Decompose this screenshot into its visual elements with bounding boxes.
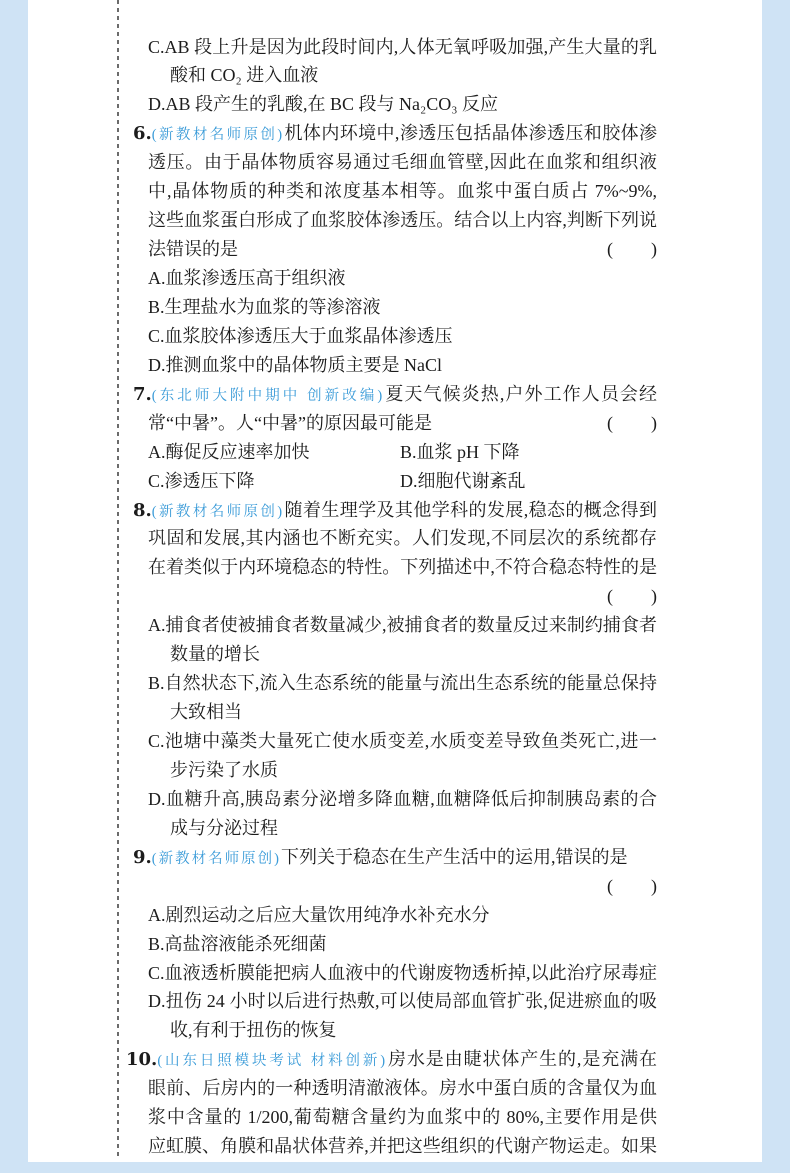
option-row <box>0 322 790 351</box>
stem-row <box>0 409 790 438</box>
option-c: C.池塘中藻类大量死亡使水质变差,水质变差导致鱼类死亡,进一 <box>148 731 657 751</box>
option-row <box>0 698 790 727</box>
source-label: (新教材名师原创) <box>151 127 285 144</box>
question-9-first-line <box>133 843 627 874</box>
stem-row <box>0 177 790 206</box>
bracket-row <box>0 582 790 611</box>
option-d: D.推测血浆中的晶体物质主要是 NaCl <box>148 354 442 375</box>
stem-line: 眼前、后房内的一种透明清澈液体。房水中蛋白质的含量仅为血 <box>148 1078 657 1099</box>
option-d: D.细胞代谢紊乱 <box>400 470 526 491</box>
answer-bracket: ( ) <box>607 412 657 433</box>
question-number: 9. <box>133 846 152 868</box>
option-row <box>0 987 790 1016</box>
source-label: (新教材名师原创) <box>151 850 281 867</box>
stem-row <box>0 1132 790 1161</box>
stem-row <box>0 235 790 264</box>
option-row <box>0 756 790 785</box>
option-row <box>0 61 790 90</box>
option-row <box>0 814 790 843</box>
question-6-first-line <box>133 119 657 150</box>
option-row <box>0 33 790 62</box>
stem-line: 这些血浆蛋白形成了血浆胶体渗透压。结合以上内容,判断下列说 <box>148 210 657 231</box>
stem-line: 常“中暑”。人“中暑”的原因最可能是 <box>148 412 432 433</box>
option-c: C.血液透析膜能把病人血液中的代谢废物透析掉,以此治疗尿毒症 <box>148 962 657 983</box>
option-b: B.血浆 pH 下降 <box>400 441 520 462</box>
bracket-row <box>0 872 790 901</box>
option-c-continuation: 酸和 CO₂ 进入血液 <box>170 65 319 86</box>
answer-bracket: ( ) <box>607 875 657 896</box>
stem-row <box>0 206 790 235</box>
stem-line: 机体内环境中,渗透压包括晶体渗透压和胶体渗 <box>284 123 657 144</box>
option-row <box>0 785 790 814</box>
question-number: 7. <box>133 383 152 405</box>
question-9-header <box>0 843 790 872</box>
source-label: (新教材名师原创) <box>151 503 285 520</box>
stem-row <box>0 524 790 553</box>
option-a-continuation: 数量的增长 <box>170 644 260 665</box>
option-a: A.血浆渗透压高于组织液 <box>148 268 346 288</box>
option-row <box>0 1016 790 1045</box>
stem-row <box>0 1103 790 1132</box>
question-6-header <box>0 119 790 148</box>
stem-line: 中,晶体物质的种类和浓度基本相等。血浆中蛋白质占 7%~9%, <box>148 181 657 202</box>
page-content <box>0 33 790 1162</box>
option-c-line: C.AB 段上升是因为此段时间内,人体无氧呼吸加强,产生大量的乳 <box>148 36 657 57</box>
option-row <box>0 90 790 119</box>
option-row <box>0 438 790 467</box>
option-a: A.捕食者使被捕食者数量减少,被捕食者的数量反过来制约捕食者 <box>148 615 657 636</box>
stem-line: 法错误的是 <box>148 239 238 260</box>
option-row <box>0 293 790 322</box>
stem-line: 巩固和发展,其内涵也不断充实。人们发现,不同层次的系统都存 <box>148 528 657 549</box>
option-c-continuation: 步污染了水质 <box>170 759 278 780</box>
option-a: A.剧烈运动之后应大量饮用纯净水补充水分 <box>148 904 490 925</box>
option-row <box>0 901 790 930</box>
option-c: C.渗透压下降 <box>148 470 255 491</box>
stem-line: 在着类似于内环境稳态的特性。下列描述中,不符合稳态特性的是 <box>148 557 657 578</box>
stem-line: 浆中含量的 1/200,葡萄糖含量约为血浆中的 80%,主要作用是供 <box>148 1107 657 1128</box>
option-d-line: D.AB 段产生的乳酸,在 BC 段与 Na₂CO₃ 反应 <box>148 94 499 115</box>
option-b-continuation: 大致相当 <box>170 702 242 723</box>
answer-bracket: ( ) <box>607 586 657 607</box>
question-7-header <box>0 380 790 409</box>
option-row <box>0 640 790 669</box>
option-row <box>0 727 790 756</box>
stem-line: 透压。由于晶体物质容易通过毛细血管壁,因此在血浆和组织液 <box>148 152 657 173</box>
question-number: 8. <box>133 499 152 521</box>
option-row <box>0 467 790 496</box>
option-b: B.高盐溶液能杀死细菌 <box>148 933 327 954</box>
question-10-first-line <box>126 1045 657 1076</box>
source-label: (山东日照模块考试 材料创新) <box>157 1053 388 1070</box>
question-8-header <box>0 496 790 525</box>
option-row <box>0 351 790 380</box>
option-d: D.扭伤 24 小时以后进行热敷,可以使局部血管扩张,促进瘀血的吸 <box>148 991 657 1012</box>
option-d-continuation: 收,有利于扭伤的恢复 <box>170 1020 337 1041</box>
option-row <box>0 930 790 959</box>
option-b: B.生理盐水为血浆的等渗溶液 <box>148 296 381 317</box>
option-row <box>0 611 790 640</box>
question-number: 6. <box>133 123 152 145</box>
option-d: D.血糖升高,胰岛素分泌增多降血糖,血糖降低后抑制胰岛素的合 <box>148 788 657 809</box>
option-b: B.自然状态下,流入生态系统的能量与流出生态系统的能量总保持 <box>148 673 657 694</box>
stem-line: 下列关于稳态在生产生活中的运用,错误的是 <box>280 846 628 867</box>
answer-bracket: ( ) <box>607 239 657 260</box>
option-a: A.酶促反应速率加快 <box>148 441 310 462</box>
stem-line: 随着生理学及其他学科的发展,稳态的概念得到 <box>284 499 657 520</box>
source-label: (东北师大附中期中 创新改编) <box>151 387 385 404</box>
question-number: 10. <box>126 1049 158 1071</box>
option-c: C.血浆胶体渗透压大于血浆晶体渗透压 <box>148 325 453 346</box>
stem-row <box>0 1074 790 1103</box>
question-10-header <box>0 1045 790 1074</box>
option-d-continuation: 成与分泌过程 <box>170 817 278 838</box>
stem-line: 应虹膜、角膜和晶状体营养,并把这些组织的代谢产物运走。如果 <box>148 1136 657 1157</box>
stem-line: 房水是由睫状体产生的,是充满在 <box>387 1049 657 1070</box>
stem-line: 夏天气候炎热,户外工作人员会经 <box>384 383 658 404</box>
question-7-first-line <box>133 380 657 411</box>
option-row <box>0 264 790 293</box>
stem-row <box>0 148 790 177</box>
option-row <box>0 959 790 988</box>
question-8-first-line <box>133 496 657 527</box>
option-row <box>0 669 790 698</box>
stem-row <box>0 553 790 582</box>
